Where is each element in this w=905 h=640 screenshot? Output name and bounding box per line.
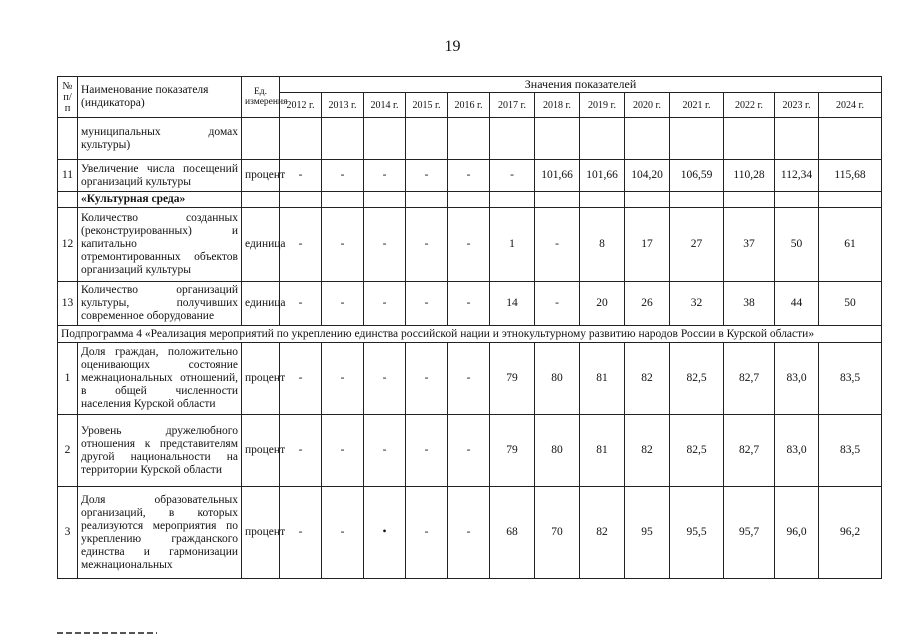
row-value: - — [322, 487, 364, 579]
row-value: - — [406, 160, 448, 192]
header-year: 2023 г. — [775, 93, 819, 118]
row-indicator-name: Количество созданных (реконструированных) и капитально отремонтированных объектов организаций культуры — [78, 208, 242, 282]
row-value: 50 — [819, 282, 882, 326]
row-value: 44 — [775, 282, 819, 326]
row-value: 104,20 — [625, 160, 670, 192]
row-value: - — [406, 282, 448, 326]
row-number: 12 — [58, 208, 78, 282]
row-unit: единица — [242, 282, 280, 326]
row-value: 82,5 — [670, 415, 724, 487]
row-value — [580, 118, 625, 160]
row-unit: процент — [242, 160, 280, 192]
row-value — [819, 118, 882, 160]
header-year: 2014 г. — [364, 93, 406, 118]
row-value: - — [448, 415, 490, 487]
row-value: - — [535, 208, 580, 282]
row-value: - — [406, 208, 448, 282]
row-value — [322, 192, 364, 208]
header-year: 2024 г. — [819, 93, 882, 118]
table-row — [58, 208, 882, 282]
row-indicator-name: Доля образовательных организаций, в которых реализуются мероприятия по укреплению гражданского единства и гармонизации межнациональных — [78, 487, 242, 579]
row-value: 96,0 — [775, 487, 819, 579]
row-value — [625, 118, 670, 160]
row-value — [406, 118, 448, 160]
header-unit: Ед. измерения — [242, 77, 280, 118]
header-year: 2015 г. — [406, 93, 448, 118]
row-value — [364, 192, 406, 208]
row-value: 68 — [490, 487, 535, 579]
row-value: 106,59 — [670, 160, 724, 192]
row-value: 95 — [625, 487, 670, 579]
header-year: 2021 г. — [670, 93, 724, 118]
row-indicator-name: Увеличение числа посещений организаций культуры — [78, 160, 242, 192]
table-row — [58, 160, 882, 192]
row-value — [280, 192, 322, 208]
row-number — [58, 192, 78, 208]
row-value: 37 — [724, 208, 775, 282]
table-header — [58, 77, 882, 118]
row-value: 101,66 — [580, 160, 625, 192]
header-year: 2017 г. — [490, 93, 535, 118]
row-value: 115,68 — [819, 160, 882, 192]
header-year: 2013 г. — [322, 93, 364, 118]
header-year: 2012 г. — [280, 93, 322, 118]
row-value — [448, 192, 490, 208]
row-value: 81 — [580, 415, 625, 487]
row-value: - — [364, 282, 406, 326]
table-row — [58, 192, 882, 208]
row-value: - — [322, 282, 364, 326]
row-value: 26 — [625, 282, 670, 326]
row-value: 82 — [625, 415, 670, 487]
row-value: 112,34 — [775, 160, 819, 192]
subprogram-title: Подпрограмма 4 «Реализация мероприятий по укреплению единства российской нации и этнокультурному развитию народов России в Курской области» — [58, 326, 882, 343]
row-value: 82 — [580, 487, 625, 579]
row-value: - — [490, 160, 535, 192]
row-value — [490, 192, 535, 208]
row-value — [670, 192, 724, 208]
row-unit — [242, 118, 280, 160]
row-value: 83,0 — [775, 415, 819, 487]
row-value: 82 — [625, 343, 670, 415]
row-value: • — [364, 487, 406, 579]
row-value: - — [280, 487, 322, 579]
row-value — [724, 192, 775, 208]
row-value: - — [448, 160, 490, 192]
row-value: 101,66 — [535, 160, 580, 192]
row-value: - — [406, 415, 448, 487]
row-number: 11 — [58, 160, 78, 192]
row-value: 81 — [580, 343, 625, 415]
row-value — [364, 118, 406, 160]
row-value: 80 — [535, 415, 580, 487]
row-value: 17 — [625, 208, 670, 282]
header-name: Наименование показателя (индикатора) — [78, 77, 242, 118]
row-unit: процент — [242, 415, 280, 487]
row-value: 70 — [535, 487, 580, 579]
row-value: - — [364, 415, 406, 487]
row-value: - — [322, 343, 364, 415]
row-value: 32 — [670, 282, 724, 326]
row-value: 50 — [775, 208, 819, 282]
row-unit: процент — [242, 343, 280, 415]
row-value — [775, 118, 819, 160]
header-year: 2020 г. — [625, 93, 670, 118]
row-unit: процент — [242, 487, 280, 579]
row-value: 38 — [724, 282, 775, 326]
header-year: 2022 г. — [724, 93, 775, 118]
row-indicator-name: «Культурная среда» — [78, 192, 242, 208]
row-value: 95,5 — [670, 487, 724, 579]
row-value — [280, 118, 322, 160]
row-value: 82,7 — [724, 415, 775, 487]
row-value: - — [364, 343, 406, 415]
table-row — [58, 487, 882, 579]
table-row — [58, 415, 882, 487]
table-row — [58, 343, 882, 415]
row-value: - — [322, 208, 364, 282]
row-value: - — [364, 208, 406, 282]
row-value: - — [322, 160, 364, 192]
indicators-table — [57, 76, 882, 579]
row-value — [670, 118, 724, 160]
row-value — [322, 118, 364, 160]
row-value: 82,7 — [724, 343, 775, 415]
row-value — [775, 192, 819, 208]
row-value: 83,5 — [819, 343, 882, 415]
row-value: 61 — [819, 208, 882, 282]
row-value: 27 — [670, 208, 724, 282]
row-value — [819, 192, 882, 208]
row-value: 83,0 — [775, 343, 819, 415]
rows-section-2 — [58, 343, 882, 579]
row-value: 82,5 — [670, 343, 724, 415]
row-value: 83,5 — [819, 415, 882, 487]
row-value — [448, 118, 490, 160]
row-number: 3 — [58, 487, 78, 579]
row-value — [535, 118, 580, 160]
table-row — [58, 282, 882, 326]
header-year: 2016 г. — [448, 93, 490, 118]
row-number: 13 — [58, 282, 78, 326]
row-value — [490, 118, 535, 160]
row-value: 1 — [490, 208, 535, 282]
row-unit: единица — [242, 208, 280, 282]
row-value: 80 — [535, 343, 580, 415]
row-value: - — [535, 282, 580, 326]
subprogram-row — [58, 326, 882, 343]
row-number: 1 — [58, 343, 78, 415]
row-indicator-name: муниципальных домах культуры) — [78, 118, 242, 160]
row-value: - — [280, 282, 322, 326]
row-indicator-name: Доля граждан, положительно оценивающих состояние межнациональных отношений, в общей численности населения Курской области — [78, 343, 242, 415]
row-value — [406, 192, 448, 208]
row-value: 95,7 — [724, 487, 775, 579]
table-row — [58, 118, 882, 160]
header-values-caption: Значения показателей — [280, 77, 882, 93]
row-value: - — [280, 343, 322, 415]
row-unit — [242, 192, 280, 208]
row-value: - — [448, 487, 490, 579]
row-value — [580, 192, 625, 208]
row-value — [724, 118, 775, 160]
header-num: № п/п — [58, 77, 78, 118]
row-value: - — [280, 415, 322, 487]
row-number — [58, 118, 78, 160]
row-value: 79 — [490, 415, 535, 487]
row-value: - — [364, 160, 406, 192]
row-value: 79 — [490, 343, 535, 415]
page-bottom-rule — [57, 632, 157, 634]
row-value: - — [448, 343, 490, 415]
row-value: 110,28 — [724, 160, 775, 192]
row-value: 14 — [490, 282, 535, 326]
row-value — [535, 192, 580, 208]
row-value: 8 — [580, 208, 625, 282]
row-value: - — [280, 160, 322, 192]
row-value: - — [322, 415, 364, 487]
row-value: - — [448, 282, 490, 326]
subprogram-section — [58, 326, 882, 343]
rows-section-1 — [58, 118, 882, 326]
row-indicator-name: Уровень дружелюбного отношения к представителям другой национальности на территории Курской области — [78, 415, 242, 487]
row-number: 2 — [58, 415, 78, 487]
row-indicator-name: Количество организаций культуры, получивших современное оборудование — [78, 282, 242, 326]
row-value — [625, 192, 670, 208]
page-number: 19 — [444, 38, 461, 55]
row-value: 20 — [580, 282, 625, 326]
header-year: 2018 г. — [535, 93, 580, 118]
row-value: - — [406, 487, 448, 579]
row-value: - — [280, 208, 322, 282]
row-value: 96,2 — [819, 487, 882, 579]
row-value: - — [406, 343, 448, 415]
row-value: - — [448, 208, 490, 282]
header-year: 2019 г. — [580, 93, 625, 118]
